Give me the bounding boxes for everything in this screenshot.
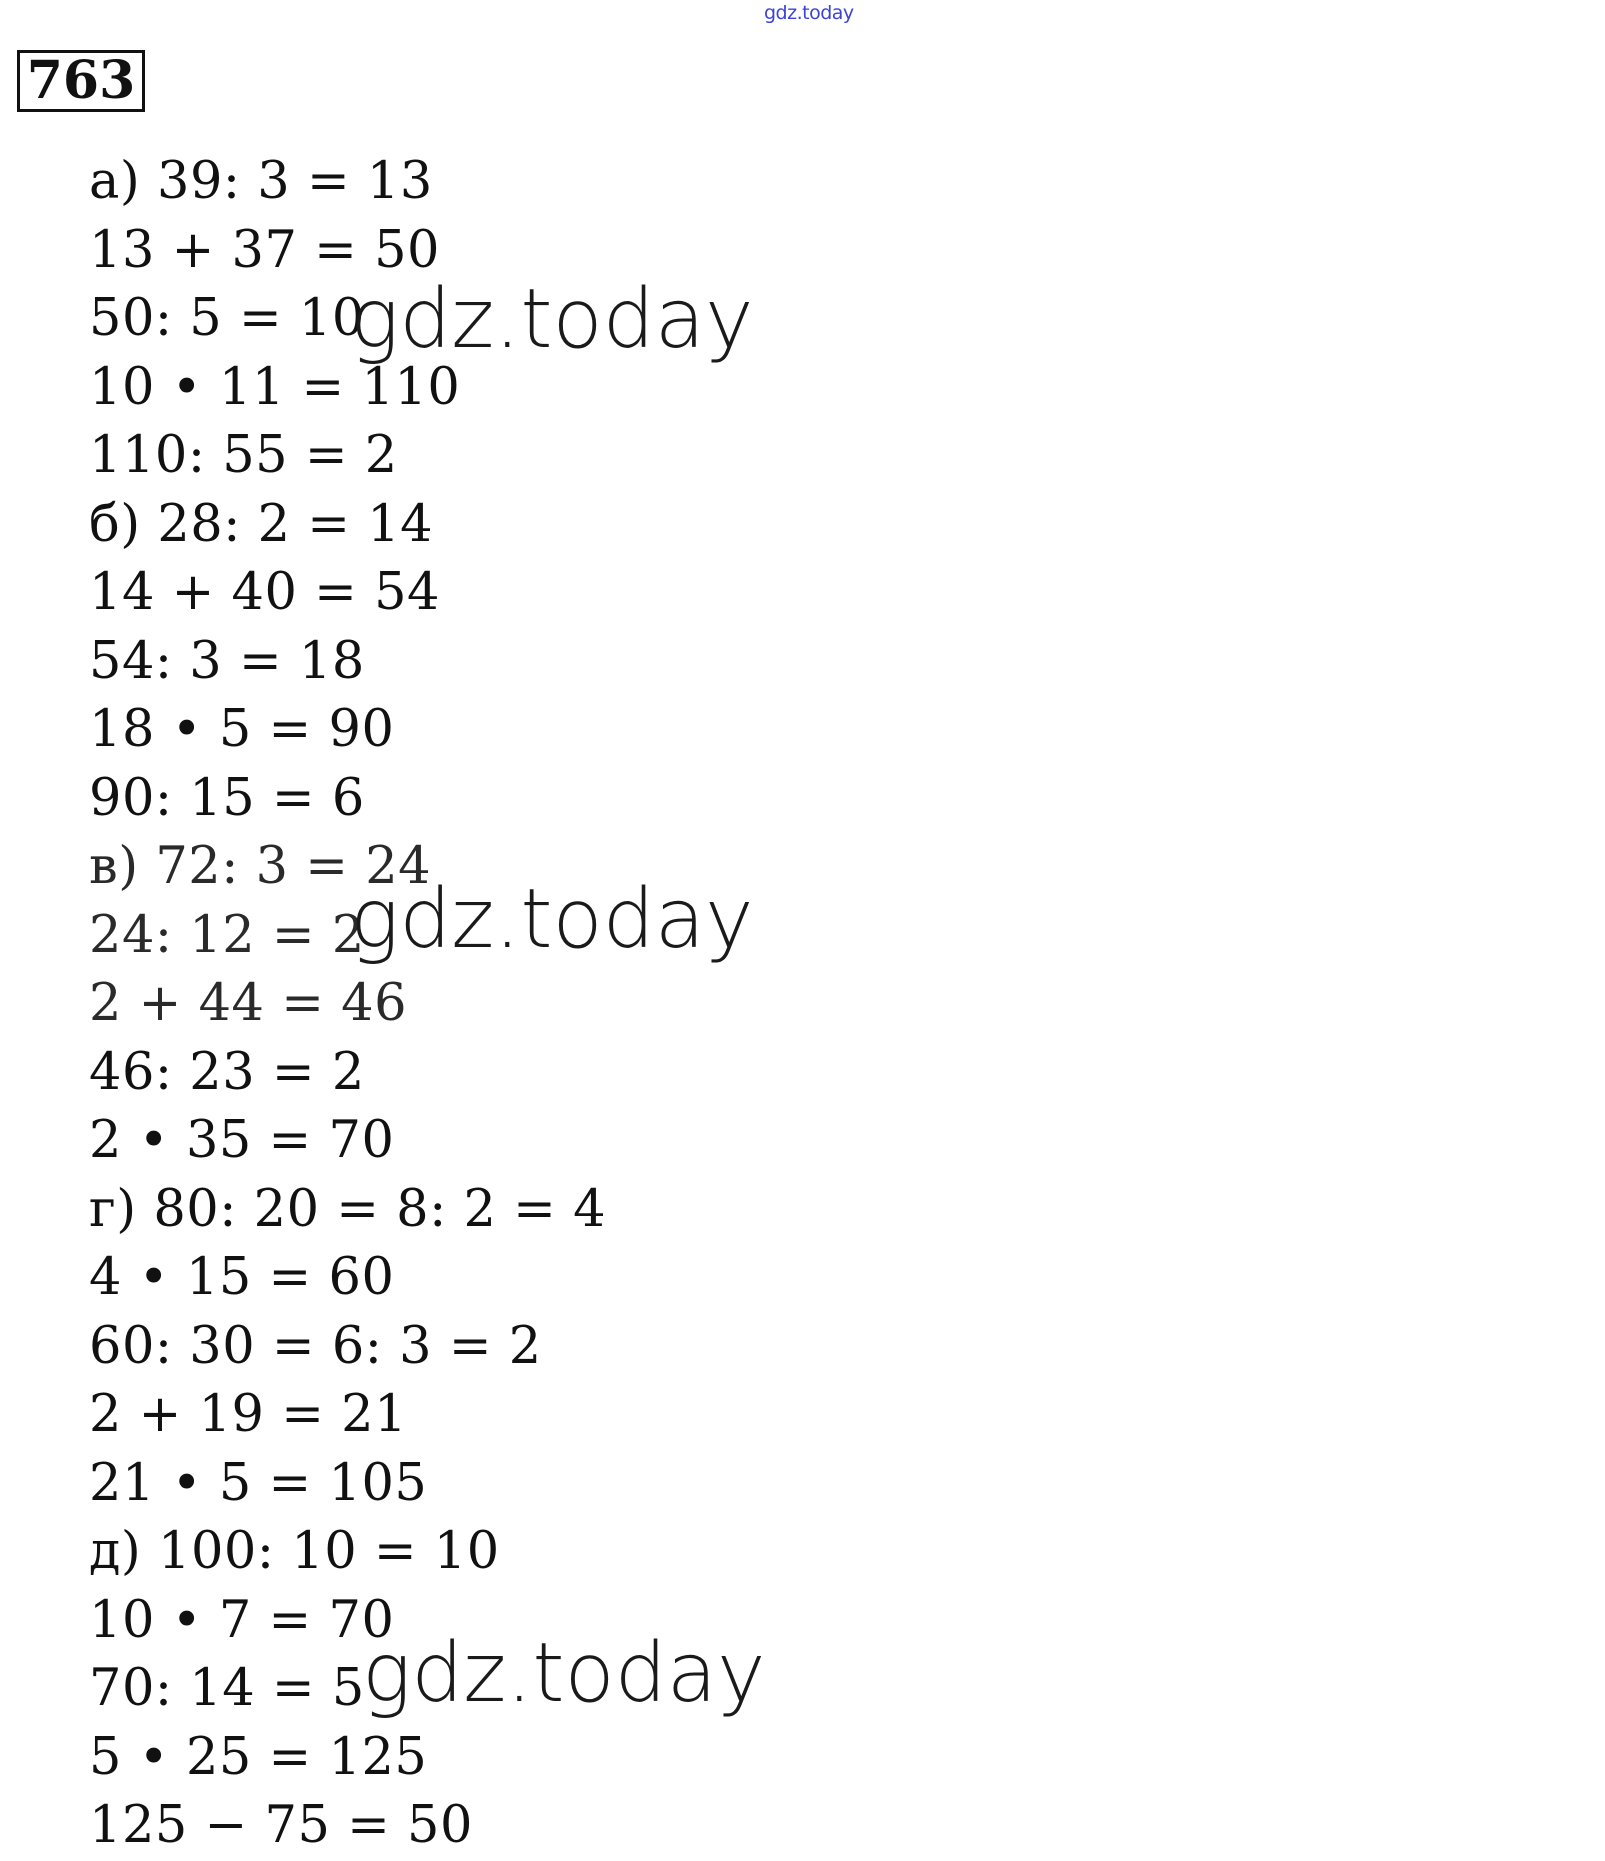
solution-line: 60: 30 = 6: 3 = 2 xyxy=(89,1316,542,1376)
solution-line: в) 72: 3 = 24 xyxy=(89,837,432,896)
solution-line: 5 • 25 = 125 xyxy=(89,1727,428,1787)
solution-line: г) 80: 20 = 8: 2 = 4 xyxy=(89,1179,607,1239)
solution-line: 46: 23 = 2 xyxy=(89,1042,365,1102)
solution-line: 2 + 44 = 46 xyxy=(89,974,408,1033)
solution-line: 4 • 15 = 60 xyxy=(89,1248,395,1307)
solution-line: 14 + 40 = 54 xyxy=(89,563,440,622)
solution-line: 90: 15 = 6 xyxy=(89,768,365,828)
solution-line: 110: 55 = 2 xyxy=(89,426,398,485)
watermark-text: gdz.today xyxy=(362,1626,766,1721)
solution-line: 21 • 5 = 105 xyxy=(89,1453,428,1513)
solution-line: 50: 5 = 10 xyxy=(89,289,365,348)
solution-line: 18 • 5 = 90 xyxy=(89,700,395,759)
watermark-text: gdz.today xyxy=(350,872,754,967)
problem-number-box: 763 xyxy=(17,50,145,112)
solution-line: 24: 12 = 2 xyxy=(89,905,365,965)
solution-line: 125 − 75 = 50 xyxy=(89,1796,473,1855)
watermark-text: gdz.today xyxy=(350,272,754,367)
solution-line: 10 • 11 = 110 xyxy=(89,357,461,417)
solution-line: б) 28: 2 = 14 xyxy=(89,494,434,554)
solution-lines xyxy=(89,148,606,1861)
solution-line: 54: 3 = 18 xyxy=(89,631,365,691)
solution-line: а) 39: 3 = 13 xyxy=(89,152,433,211)
solution-line: 10 • 7 = 70 xyxy=(89,1590,395,1650)
solution-line: 70: 14 = 5 xyxy=(89,1659,365,1718)
solution-line: 2 • 35 = 70 xyxy=(89,1111,395,1170)
solution-line: 2 + 19 = 21 xyxy=(89,1385,408,1444)
top-site-watermark: gdz.today xyxy=(764,2,854,24)
solution-line: 13 + 37 = 50 xyxy=(89,220,440,280)
solution-line: д) 100: 10 = 10 xyxy=(89,1522,500,1581)
